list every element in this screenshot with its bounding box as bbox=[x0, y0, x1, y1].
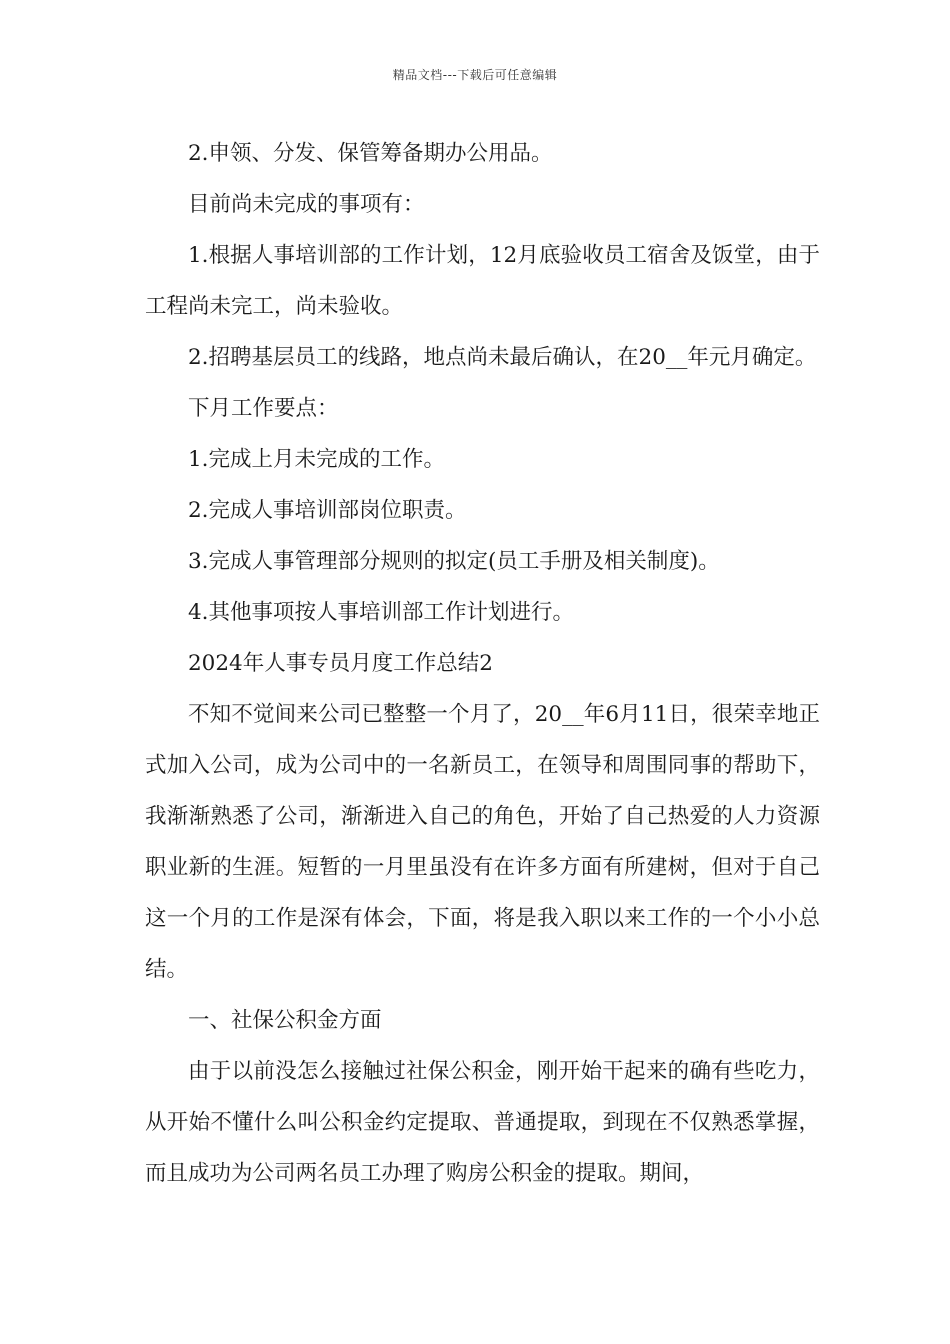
paragraph: 不知不觉间来公司已整整一个月了，20__年6月11日，很荣幸地正式加入公司，成为公司中的一名新员工，在领导和周围同事的帮助下，我渐渐熟悉了公司，渐渐进入自己的角色，开始了自己热爱的人力资源职业新的生涯。短暂的一月里虽没有在许多方面有所建树，但对于自己这一个月的工作是深有体会，下面，将是我入职以来工作的一个小小总结。 bbox=[145, 702, 820, 982]
paragraph: 4.其他事项按人事培训部工作计划进行。 bbox=[188, 600, 575, 625]
paragraph: 目前尚未完成的事项有： bbox=[188, 192, 425, 217]
paragraph: 由于以前没怎么接触过社保公积金，刚开始干起来的确有些吃力，从开始不懂什么叫公积金约定提取、普通提取，到现在不仅熟悉掌握，而且成功为公司两名员工办理了购房公积金的提取。期间， bbox=[145, 1059, 820, 1186]
page-header: 精品文档---下载后可任意编辑 bbox=[392, 68, 558, 82]
section-heading: 一、社保公积金方面 bbox=[188, 1008, 382, 1033]
paragraph: 2.申领、分发、保管筹备期办公用品。 bbox=[188, 141, 553, 166]
paragraph: 3.完成人事管理部分规则的拟定(员工手册及相关制度)。 bbox=[188, 549, 720, 574]
paragraph: 1.根据人事培训部的工作计划，12月底验收员工宿舍及饭堂，由于工程尚未完工，尚未验收。 bbox=[145, 243, 820, 319]
paragraph: 1.完成上月未完成的工作。 bbox=[188, 447, 446, 472]
paragraph: 下月工作要点： bbox=[188, 396, 339, 421]
document-body bbox=[145, 128, 820, 1199]
paragraph: 2.招聘基层员工的线路，地点尚未最后确认，在20__年元月确定。 bbox=[188, 345, 817, 370]
paragraph: 2.完成人事培训部岗位职责。 bbox=[188, 498, 467, 523]
section-title: 2024年人事专员月度工作总结2 bbox=[188, 651, 493, 676]
